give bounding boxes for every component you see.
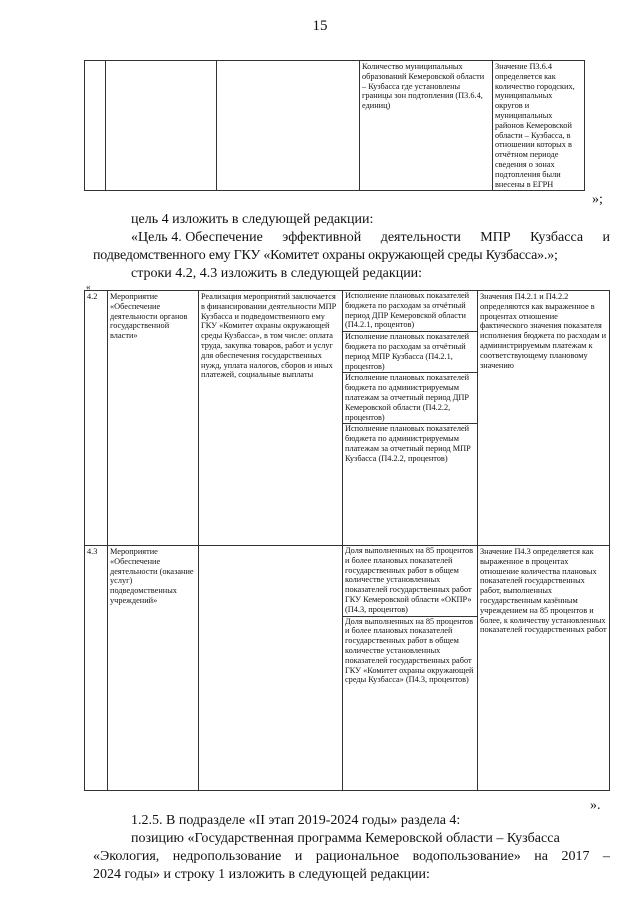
- table-row: [85, 546, 610, 791]
- open-quote: «: [86, 282, 91, 292]
- close-quote-2: ».: [590, 798, 601, 813]
- close-quote-1: »;: [592, 192, 603, 207]
- page-number: 15: [312, 18, 328, 34]
- goal4-line1: [131, 229, 610, 247]
- goal4-word: Кузбасса: [530, 230, 584, 245]
- main-table: [84, 290, 610, 791]
- row-event: Мероприятие «Обеспечение деятельности (оказание услуг) подведомственных учреждений»: [108, 546, 199, 791]
- row-event: Мероприятие «Обеспечение деятельности органов государственной власти»: [108, 291, 199, 546]
- row-method: Значения П4.2.1 и П4.2.2 определяются как выраженное в процентах отношение фактического значения показателя исполнения бюджета по расходам и администрируемым платежам к соответствующему плановому значению: [478, 291, 610, 546]
- indicator-item: Исполнение плановых показателей бюджета по расходам за отчётный период ДПР Кемеровской области (П4.2.1, процентов): [343, 291, 477, 332]
- row-number: 4.3: [85, 546, 108, 791]
- indicator-item: Исполнение плановых показателей бюджета по администрируемым платежам за отчетный период ДПР Кемеровской области (П4.2.2, процентов): [343, 373, 477, 424]
- position-line2: [93, 848, 610, 866]
- top-table-col3: [217, 61, 360, 191]
- position-word: –: [602, 849, 610, 864]
- table-row: [85, 291, 610, 546]
- goal4-word: МПР: [480, 230, 511, 245]
- top-table-indicator: Количество муниципальных образований Кемеровской области – Кузбасса где установлены границы зон подтопления (П3.6.4, единиц): [360, 61, 493, 191]
- position-word: «Экология,: [93, 849, 160, 864]
- position-line1: позицию «Государственная программа Кемеровской области – Кузбасса: [131, 831, 560, 846]
- top-table-col2: [106, 61, 217, 191]
- indicator-item: Доля выполненных на 85 процентов и более плановых показателей государственных работ в общем количестве установленных показателей государственных работ ГКУ Кемеровской области «ОКПР» (П4.3, процентов): [343, 546, 477, 617]
- rows-intro: строки 4.2, 4.3 изложить в следующей редакции:: [131, 266, 423, 281]
- row-indicators: [343, 546, 478, 791]
- position-word: 2017: [561, 849, 590, 864]
- indicator-item: Исполнение плановых показателей бюджета по администрируемым платежам за отчетный период МПР Кузбасса (П4.2.2, процентов): [345, 424, 471, 463]
- goal4-intro: цель 4 изложить в следующей редакции:: [131, 212, 374, 227]
- top-table: [84, 60, 585, 191]
- position-line3: 2024 годы» и строку 1 изложить в следующей редакции:: [93, 867, 430, 882]
- row-indicators: [343, 291, 478, 546]
- row-method: Значение П4.3 определяется как выраженное в процентах отношение количества плановых показателей государственных работ, выполненных государственным казённым учреждением на 85 процентов и более, к количеству установленных показателей государственных работ: [478, 546, 610, 791]
- position-word: рациональное: [315, 849, 400, 864]
- position-word: на: [534, 849, 548, 864]
- indicator-item: Исполнение плановых показателей бюджета по расходам за отчётный период МПР Кузбасса (П4.2.1, процентов): [343, 332, 477, 373]
- top-table-method: Значение П3.6.4 определяется как количество городских, муниципальных округов и муниципальных районов Кемеровской области – Кузбасса, в отношении которых в отчётном периоде сведения о зонах подтопления были внесены в ЕГРН: [493, 61, 585, 191]
- goal4-word: эффективной: [282, 230, 362, 245]
- section-line: 1.2.5. В подразделе «II этап 2019-2024 годы» раздела 4:: [131, 813, 461, 828]
- goal4-word: и: [602, 230, 610, 245]
- indicator-item: Доля выполненных на 85 процентов и более плановых показателей государственных работ в общем количестве установленных показателей государственных работ ГКУ «Комитет охраны окружающей среды Кузбасса» (П4.3, процентов): [345, 616, 474, 685]
- row-description: Реализация мероприятий заключается в финансировании деятельности МПР Кузбасса и подведомственного ему ГКУ «Комитет охраны окружающей среды Кузбасса», в том числе: оплата труда, закупка товаров, работ и услуг для обеспечения государственных нужд, уплата налогов, сборов и иных платежей, социальные выплаты: [199, 291, 343, 546]
- position-word: водопользование»: [412, 849, 521, 864]
- goal4-word: «Цель 4. Обеспечение: [131, 230, 263, 245]
- goal4-line2: подведомственного ему ГКУ «Комитет охраны окружающей среды Кузбасса».»;: [93, 248, 558, 263]
- row-number: 4.2: [85, 291, 108, 546]
- position-word: недропользование: [172, 849, 282, 864]
- row-description: [199, 546, 343, 791]
- position-word: и: [294, 849, 303, 864]
- goal4-word: деятельности: [380, 230, 461, 245]
- top-table-col1: [85, 61, 106, 191]
